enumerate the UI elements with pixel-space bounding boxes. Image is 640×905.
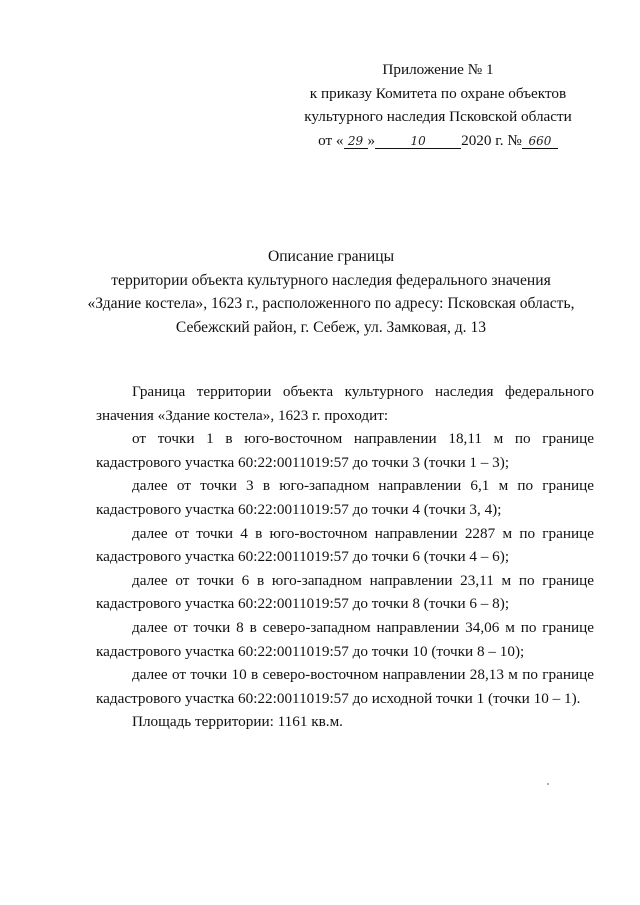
title-line-3: «Здание костела», 1623 г., расположенного по адресу: Псковская область, bbox=[87, 295, 575, 312]
date-prefix: от « bbox=[318, 131, 344, 149]
title-line-2: территории объекта культурного наследия федерального значения bbox=[111, 271, 551, 289]
boundary-segment: далее от точки 8 в северо-западном направлении 34,06 м по границе кадастрового участка 60:22:0011019:57 до точки 10 (точки 8 – 10); bbox=[96, 618, 594, 660]
handwritten-order-number: 660 bbox=[522, 134, 558, 149]
annex-date-line bbox=[288, 129, 588, 153]
handwritten-day: 29 bbox=[344, 134, 368, 149]
intro-paragraph: Граница территории объекта культурного наследия федерального значения «Здание костела», 1623 г. проходит: bbox=[96, 383, 594, 424]
annex-title: Приложение № 1 bbox=[382, 61, 494, 78]
area-paragraph: Площадь территории: 1161 кв.м. bbox=[132, 713, 343, 731]
title-line-1: Описание границы bbox=[267, 248, 395, 265]
title-line-4: Себежский район, г. Себеж, ул. Замковая, д. 13 bbox=[175, 318, 487, 336]
document-title bbox=[60, 245, 602, 339]
annex-committee-line: культурного наследия Псковской области bbox=[304, 108, 572, 125]
boundary-segment: от точки 1 в юго-восточном направлении 18,11 м по границе кадастрового участка 60:22:0011019:57 до точки 3 (точки 1 – 3); bbox=[96, 430, 594, 471]
scan-speck bbox=[547, 783, 549, 785]
boundary-segment: далее от точки 3 в юго-западном направлении 6,1 м по границе кадастрового участка 60:22:0011019:57 до точки 4 (точки 3, 4); bbox=[96, 477, 594, 518]
boundary-segment: далее от точки 4 в юго-восточном направлении 2287 м по границе кадастрового участка 60:22:0011019:57 до точки 6 (точки 4 – 6); bbox=[96, 524, 594, 566]
annex-order-line: к приказу Комитета по охране объектов bbox=[309, 84, 567, 102]
date-year: 2020 г. № bbox=[461, 131, 522, 149]
document-body bbox=[96, 380, 594, 734]
boundary-segment: далее от точки 10 в северо-восточном направлении 28,13 м по границе кадастрового участка 60:22:0011019:57 до исходной точки 1 (точки 10 – 1). bbox=[96, 666, 594, 707]
date-mid: » bbox=[367, 131, 376, 149]
handwritten-month: 10 bbox=[375, 134, 461, 149]
annex-header bbox=[288, 58, 588, 152]
boundary-segment: далее от точки 6 в юго-западном направлении 23,11 м по границе кадастрового участка 60:22:0011019:57 до точки 8 (точки 6 – 8); bbox=[96, 571, 594, 613]
